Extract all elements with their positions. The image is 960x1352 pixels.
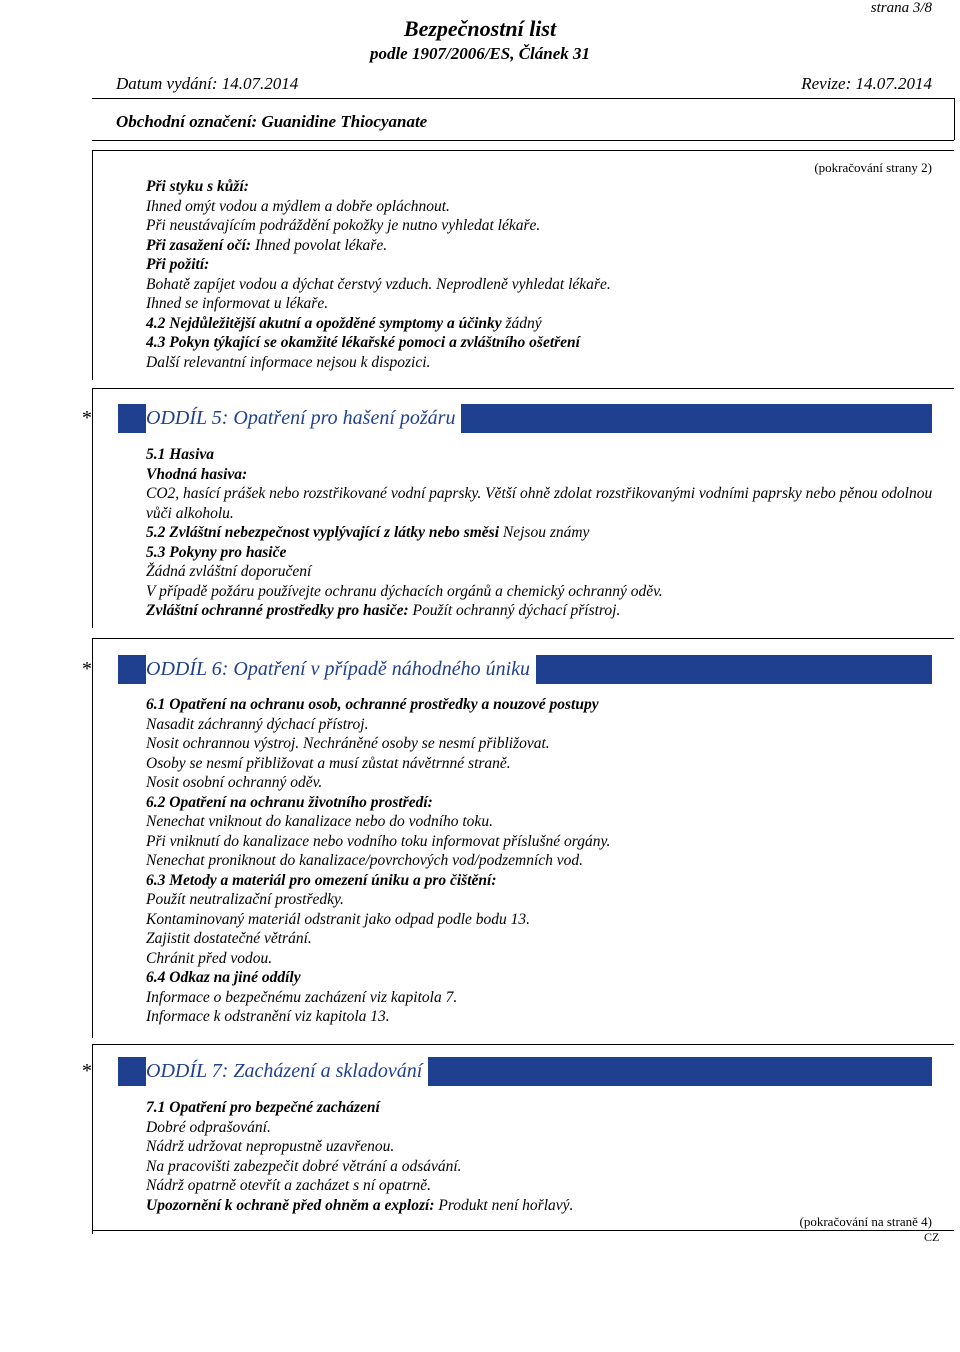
section7-line-text: Dobré odprašování. (146, 1118, 271, 1136)
section6-line (146, 910, 936, 930)
section6-change-marker: * (82, 658, 92, 680)
document-title: Bezpečnostní list (403, 16, 557, 41)
section6-left-border (92, 638, 93, 1038)
section6-line-text: Informace k odstranění viz kapitola 13. (146, 1008, 390, 1025)
section4-line (146, 294, 936, 314)
section6-line (146, 793, 936, 813)
section5-line-text: Žádná zvláštní doporučení (146, 563, 312, 580)
section4-line-heading: Při styku s kůží: (146, 178, 249, 195)
section7-line-heading: 7.1 Opatření pro bezpečné zacházení (146, 1099, 380, 1116)
section6-line (146, 773, 936, 793)
section6-line (146, 851, 936, 871)
section5-line-heading: 5.1 Hasiva (146, 446, 215, 463)
section6-line (146, 832, 936, 852)
section5-line (146, 543, 936, 563)
header-right-border (954, 98, 955, 140)
section6-line-text: Kontaminovaný materiál odstranit jako odpad podle bodu 13. (146, 910, 531, 928)
section7-line (146, 1157, 936, 1177)
section5-top-border (92, 388, 954, 389)
section6-line-heading: 6.1 Opatření na ochranu osob, ochranné prostředky a nouzové postupy (146, 696, 599, 713)
section5-line (146, 562, 936, 582)
section7-content (146, 1098, 936, 1215)
section6-line-heading: 6.2 Opatření na ochranu životního prostředí: (146, 793, 433, 811)
section7-title: ODDÍL 7: Zacházení a skladování (146, 1057, 428, 1086)
section6-line (146, 929, 936, 949)
section5-content (146, 445, 936, 621)
section4-line (146, 177, 936, 197)
page-number: strana 3/8 (870, 0, 932, 16)
section5-line-heading: 5.2 Zvláštní nebezpečnost vyplývající z látky nebo směsi (146, 524, 500, 541)
trade-name-divider (92, 140, 954, 141)
section7-line-text: Produkt není hořlavý. (434, 1196, 574, 1214)
continuation-to: (pokračování na straně 4) (799, 1214, 932, 1229)
section6-line-heading: 6.4 Odkaz na jiné oddíly (146, 969, 301, 986)
section7-line-text: Nádrž opatrně otevřít a zacházet s ní opatrně. (146, 1177, 432, 1194)
section5-line-text: V případě požáru používejte ochranu dýchacích orgánů a chemický ochranný oděv. (146, 582, 663, 600)
section6-line-text: Zajistit dostatečné větrání. (146, 930, 312, 947)
section6-line-text: Osoby se nesmí přibližovat a musí zůstat návětrnné straně. (146, 754, 511, 772)
section5-left-border (92, 388, 93, 628)
section4-line-heading: 4.3 Pokyn týkající se okamžité lékařské pomoci a zvláštního ošetření (146, 334, 580, 351)
section4-line (146, 197, 936, 217)
section6-line (146, 715, 936, 735)
section4-top-border (92, 150, 954, 151)
section7-line (146, 1176, 936, 1196)
section4-line-text: Další relevantní informace nejsou k dispozici. (146, 353, 431, 371)
revision-date: Revize: 14.07.2014 (801, 74, 932, 93)
section6-line-text: Nenechat proniknout do kanalizace/povrchových vod/podzemních vod. (146, 852, 584, 869)
section7-left-border (92, 1044, 93, 1234)
section4-line (146, 353, 936, 373)
section6-line (146, 1007, 936, 1027)
section4-line (146, 255, 936, 275)
section6-content (146, 695, 936, 1027)
section4-left-border (92, 150, 93, 380)
section4-line-text: Při neustávajícím podráždění pokožky je nutno vyhledat lékaře. (146, 217, 541, 234)
section4-line (146, 275, 936, 295)
section6-top-border (92, 638, 954, 639)
section4-line-text: Bohatě zapíjet vodou a dýchat čerstvý vzduch. Neprodleně vyhledat lékaře. (146, 275, 611, 293)
section7-line (146, 1118, 936, 1138)
header-divider (92, 98, 954, 99)
section7-line (146, 1137, 936, 1157)
section5-title: ODDÍL 5: Opatření pro hašení požáru (146, 404, 461, 433)
section4-line-text: žádný (501, 314, 542, 332)
section6-line-text: Nosit osobní ochranný oděv. (146, 774, 323, 791)
section6-line (146, 968, 936, 988)
section6-line (146, 871, 936, 891)
section4-line-heading: 4.2 Nejdůležitější akutní a opožděné symptomy a účinky (146, 314, 502, 332)
section6-line-text: Informace o bezpečnému zacházení viz kapitola 7. (146, 988, 458, 1006)
section5-line (146, 582, 936, 602)
section4-line-text: Ihned povolat lékaře. (251, 236, 388, 254)
section7-line-text: Na pracovišti zabezpečit dobré větrání a odsávání. (146, 1157, 462, 1175)
section5-line (146, 601, 936, 621)
section4-line-text: Ihned omýt vodou a mýdlem a dobře opláchnout. (146, 197, 450, 215)
issue-date: Datum vydání: 14.07.2014 (116, 74, 299, 93)
section4-line (146, 236, 936, 256)
section5-line-text: CO2, hasící prášek nebo rozstřikované vodní paprsky. Větší ohně zdolat rozstřikovanými vodními paprsky nebo pěnou odolnou vůči alkoholu. (146, 485, 933, 522)
section5-line (146, 445, 936, 465)
section4-line (146, 216, 936, 236)
footer-divider (92, 1230, 954, 1231)
section6-line-text: Chránit před vodou. (146, 949, 273, 967)
document-subtitle: podle 1907/2006/ES, Článek 31 (369, 44, 591, 63)
section5-line (146, 484, 936, 523)
section6-title: ODDÍL 6: Opatření v případě náhodného úniku (146, 655, 536, 684)
section6-line (146, 949, 936, 969)
section6-line-text: Nenechat vniknout do kanalizace nebo do vodního toku. (146, 813, 493, 830)
section6-line-text: Nasadit záchranný dýchací přístroj. (146, 715, 369, 733)
section5-line-heading: Zvláštní ochranné prostředky pro hasiče: (146, 602, 409, 619)
trade-name: Obchodní označení: Guanidine Thiocyanate (116, 112, 428, 131)
section5-line-text: Použít ochranný dýchací přístroj. (408, 602, 621, 619)
section6-line-text: Nosit ochrannou výstroj. Nechráněné osoby se nesmí přibližovat. (146, 735, 550, 752)
section6-line (146, 812, 936, 832)
continuation-from: (pokračování strany 2) (814, 160, 932, 175)
country-code: CZ (924, 1230, 940, 1244)
section6-line (146, 988, 936, 1008)
section6-line (146, 754, 936, 774)
section4-line (146, 333, 936, 353)
section4-line (146, 314, 936, 334)
section4-line-heading: Při požití: (146, 256, 210, 273)
section6-line-text: Použít neutralizační prostředky. (146, 891, 344, 908)
section6-line-text: Při vniknutí do kanalizace nebo vodního toku informovat příslušné orgány. (146, 832, 611, 850)
section5-change-marker: * (82, 407, 92, 429)
section7-line-text: Nádrž udržovat nepropustně uzavřenou. (146, 1138, 395, 1155)
section4-line-text: Ihned se informovat u lékaře. (146, 295, 329, 312)
section5-line (146, 523, 936, 543)
section6-line (146, 695, 936, 715)
section6-line (146, 734, 936, 754)
section4-line-heading: Při zasažení očí: (146, 236, 252, 254)
section5-line-text: Nejsou známy (499, 524, 590, 541)
section6-line-heading: 6.3 Metody a materiál pro omezení úniku a pro čištění: (146, 871, 497, 889)
section5-line (146, 465, 936, 485)
section4-content (146, 177, 936, 372)
section7-line (146, 1098, 936, 1118)
section7-line-heading: Upozornění k ochraně před ohněm a explozí: (146, 1196, 435, 1214)
section7-top-border (92, 1044, 954, 1045)
section5-line-heading: 5.3 Pokyny pro hasiče (146, 543, 287, 561)
section5-line-heading: Vhodná hasiva: (146, 465, 248, 483)
section7-change-marker: * (82, 1060, 92, 1082)
section7-line (146, 1196, 936, 1216)
section6-line (146, 890, 936, 910)
